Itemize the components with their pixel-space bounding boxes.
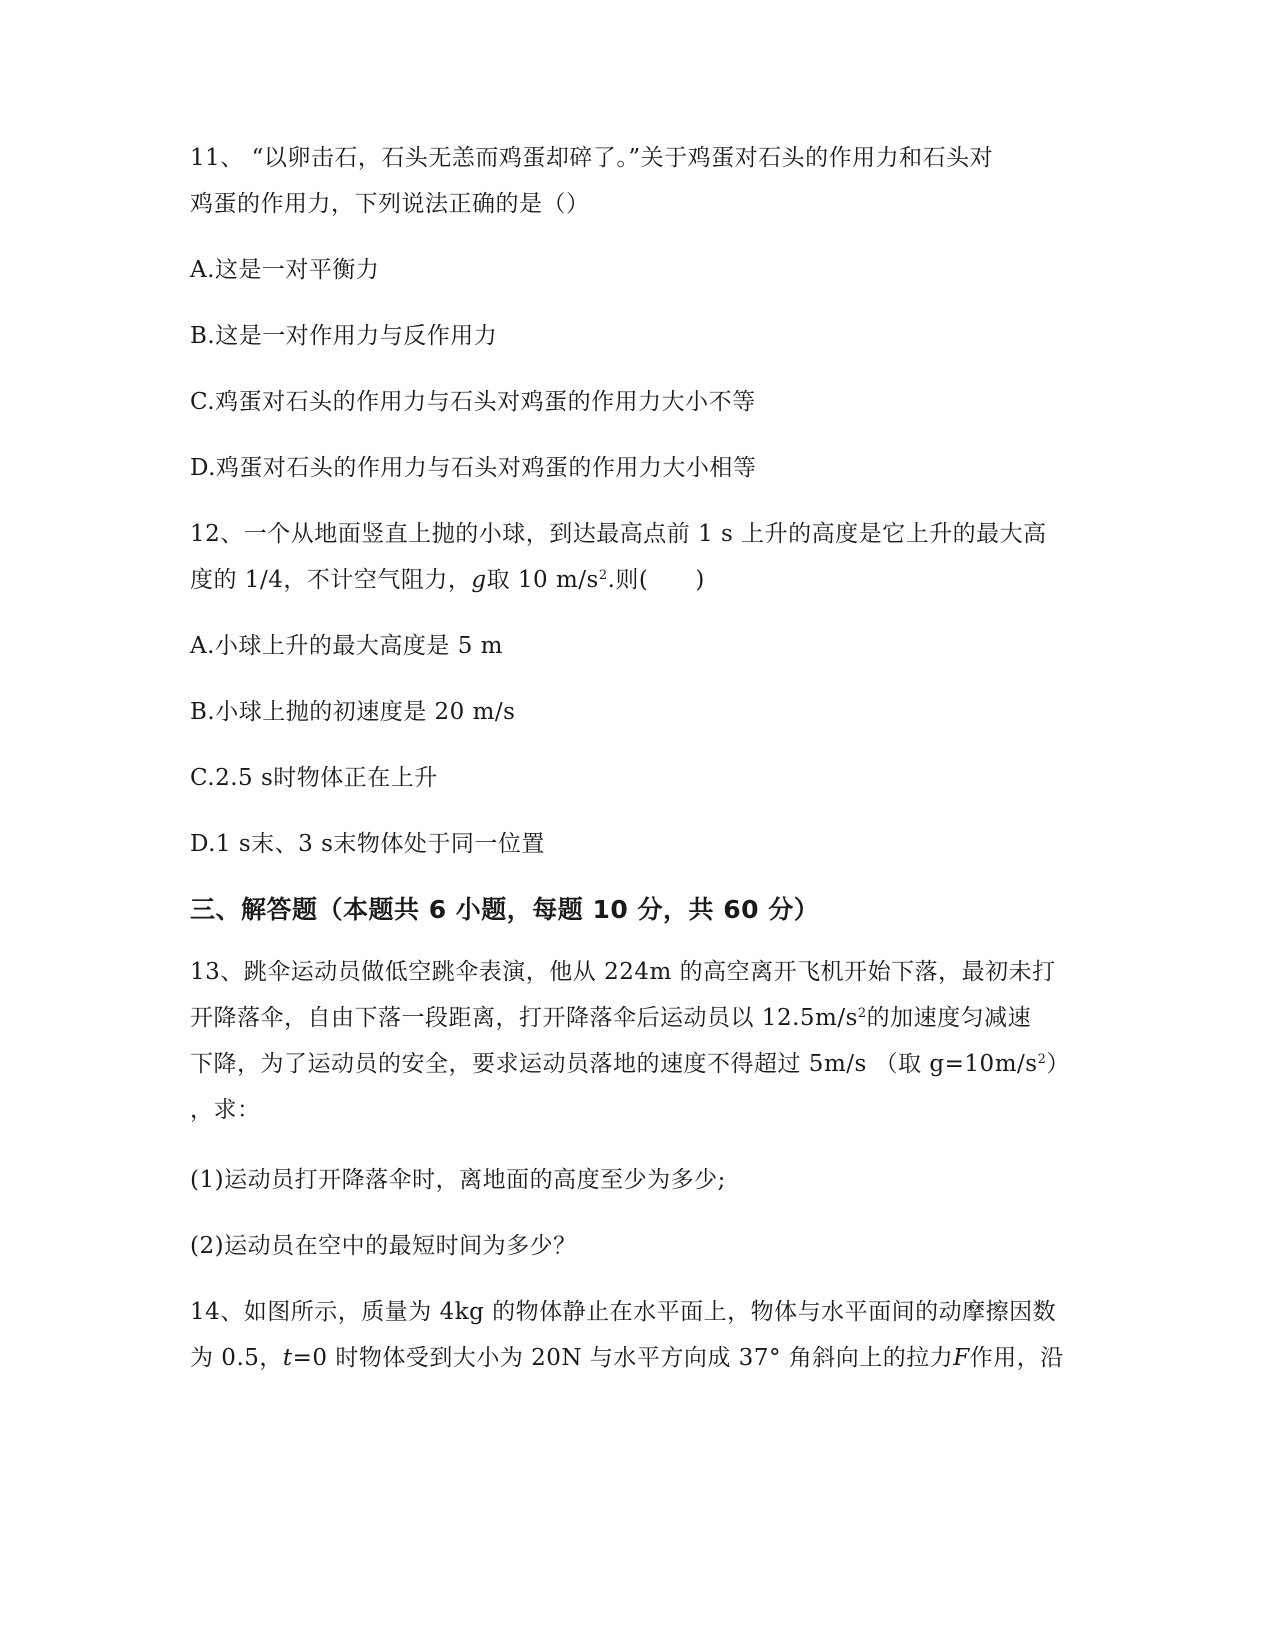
q14-line-2: 为 0.5，t=0 时物体受到大小为 20N 与水平方向成 37° 角斜向上的拉力F作用，沿 (190, 1345, 1064, 1371)
q13-line-4: ，求： (190, 1097, 261, 1123)
q12-option-c: C.2.5 s时物体正在上升 (190, 765, 438, 791)
q11-option-b: B.这是一对作用力与反作用力 (190, 323, 498, 349)
q11-option-c: C.鸡蛋对石头的作用力与石头对鸡蛋的作用力大小不等 (190, 389, 756, 415)
q12-option-b: B.小球上抛的初速度是 20 m/s (190, 699, 516, 725)
q11-line-1: 11、 “以卵击石，石头无恙而鸡蛋却碎了。”关于鸡蛋对石头的作用力和石头对 (190, 145, 994, 171)
symbol-f: F (953, 1345, 970, 1371)
q13-sub-2: (2)运动员在空中的最短时间为多少？ (190, 1233, 577, 1259)
q11-option-a: A.这是一对平衡力 (190, 257, 380, 283)
q12-line-2: 度的 1/4，不计空气阻力，g取 10 $m/s^2$.则( ) (190, 567, 705, 593)
q11-line-2: 鸡蛋的作用力，下列说法正确的是（） (190, 191, 590, 217)
q11-option-d: D.鸡蛋对石头的作用力与石头对鸡蛋的作用力大小相等 (190, 455, 757, 481)
symbol-t: t (282, 1345, 293, 1371)
q13-line-3: 下降，为了运动员的安全，要求运动员落地的速度不得超过 5m/s （取 $g=10m/s^2$） (190, 1051, 1070, 1077)
q13-line-2: 开降落伞，自由下落一段距离，打开降落伞后运动员以 $12.5m/s^2$的加速度匀减速 (190, 1005, 1032, 1031)
q12-option-a: A.小球上升的最大高度是 5 m (190, 633, 503, 659)
q12-line-1: 12、一个从地面竖直上抛的小球，到达最高点前 1 s 上升的高度是它上升的最大高 (190, 521, 1047, 547)
symbol-g: g (471, 567, 487, 593)
section-heading: 三、解答题（本题共 6 小题，每题 10 分，共 60 分） (190, 895, 820, 924)
q13-line-1: 13、跳伞运动员做低空跳伞表演，他从 224m 的高空离开飞机开始下落，最初未打 (190, 959, 1056, 985)
q12-option-d: D.1 s末、3 s末物体处于同一位置 (190, 831, 545, 857)
q14-line-1: 14、如图所示，质量为 4kg 的物体静止在水平面上，物体与水平面间的动摩擦因数 (190, 1299, 1057, 1325)
q13-sub-1: (1)运动员打开降落伞时，离地面的高度至少为多少; (190, 1167, 726, 1193)
